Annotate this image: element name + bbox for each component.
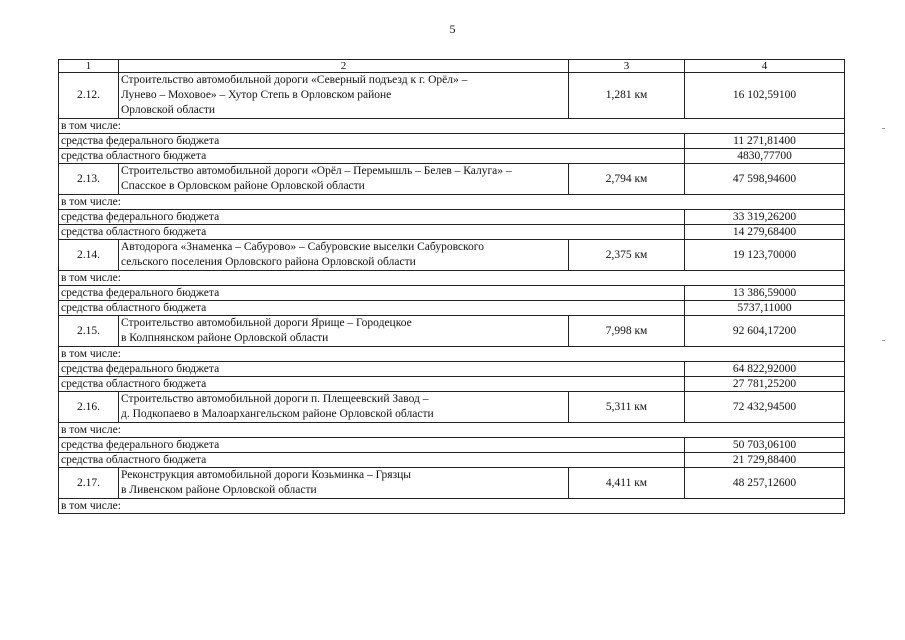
item-name: [119, 316, 569, 347]
table-row-including: [59, 423, 845, 438]
item-total: 92 604,17200: [685, 316, 845, 347]
regional-amount: 21 729,88400: [685, 453, 845, 468]
including-label: в том числе:: [59, 195, 845, 210]
item-total: 16 102,59100: [685, 73, 845, 119]
page-number: 5: [449, 22, 456, 36]
budget-table: [58, 59, 845, 514]
federal-label: средства федерального бюджета: [59, 134, 685, 149]
regional-amount: 27 781,25200: [685, 377, 845, 392]
regional-label: средства областного бюджета: [59, 301, 685, 316]
item-name-line: сельского поселения Орловского района Орловской области: [121, 256, 416, 268]
margin-mark: [882, 128, 885, 129]
item-length: 2,375 км: [569, 240, 685, 271]
federal-amount: 13 386,59000: [685, 286, 845, 301]
item-number: 2.14.: [59, 240, 119, 271]
including-label: в том числе:: [59, 499, 845, 514]
item-number: 2.13.: [59, 164, 119, 195]
federal-label: средства федерального бюджета: [59, 438, 685, 453]
table-row-item: [59, 392, 845, 423]
margin-mark: [882, 340, 885, 341]
regional-amount: 14 279,68400: [685, 225, 845, 240]
item-length: 1,281 км: [569, 73, 685, 119]
item-name: [119, 164, 569, 195]
item-length: 5,311 км: [569, 392, 685, 423]
header-cell-4: 4: [685, 60, 845, 73]
table-header-row: [59, 60, 845, 73]
regional-label: средства областного бюджета: [59, 225, 685, 240]
item-name: [119, 240, 569, 271]
federal-amount: 50 703,06100: [685, 438, 845, 453]
federal-amount: 11 271,81400: [685, 134, 845, 149]
table-row-item: [59, 316, 845, 347]
item-name: [119, 392, 569, 423]
regional-label: средства областного бюджета: [59, 453, 685, 468]
item-total: 72 432,94500: [685, 392, 845, 423]
item-name: [119, 73, 569, 119]
regional-amount: 5737,11000: [685, 301, 845, 316]
item-name-line: Строительство автомобильной дороги «Орёл – Перемышль – Белев – Калуга» –: [121, 165, 512, 177]
federal-label: средства федерального бюджета: [59, 210, 685, 225]
item-name-line: Реконструкция автомобильной дороги Козьминка – Грязцы: [121, 469, 412, 481]
item-number: 2.15.: [59, 316, 119, 347]
table-row-federal: [59, 438, 845, 453]
including-label: в том числе:: [59, 347, 845, 362]
item-total: 19 123,70000: [685, 240, 845, 271]
federal-label: средства федерального бюджета: [59, 362, 685, 377]
including-label: в том числе:: [59, 423, 845, 438]
table-row-regional: [59, 453, 845, 468]
header-cell-2: 2: [119, 60, 569, 73]
item-name-line: в Ливенском районе Орловской области: [121, 484, 317, 496]
item-number: 2.12.: [59, 73, 119, 119]
item-total: 47 598,94600: [685, 164, 845, 195]
including-label: в том числе:: [59, 271, 845, 286]
item-name-line: Спасское в Орловском районе Орловской области: [121, 180, 365, 192]
table-row-item: [59, 164, 845, 195]
table-row-regional: [59, 225, 845, 240]
item-length: 2,794 км: [569, 164, 685, 195]
table-row-including: [59, 347, 845, 362]
item-number: 2.17.: [59, 468, 119, 499]
item-total: 48 257,12600: [685, 468, 845, 499]
regional-label: средства областного бюджета: [59, 377, 685, 392]
item-length: 7,998 км: [569, 316, 685, 347]
federal-amount: 64 822,92000: [685, 362, 845, 377]
table-row-item: [59, 468, 845, 499]
table-row-item: [59, 240, 845, 271]
item-number: 2.16.: [59, 392, 119, 423]
regional-amount: 4830,77700: [685, 149, 845, 164]
table-row-regional: [59, 301, 845, 316]
federal-amount: 33 319,26200: [685, 210, 845, 225]
table-row-regional: [59, 377, 845, 392]
item-name-line: Строительство автомобильной дороги Ярище – Городецкое: [121, 317, 412, 329]
table-row-federal: [59, 362, 845, 377]
item-name-line: д. Подкопаево в Малоархангельском районе Орловской области: [121, 408, 434, 420]
table-row-federal: [59, 134, 845, 149]
table-row-including: [59, 195, 845, 210]
federal-label: средства федерального бюджета: [59, 286, 685, 301]
header-cell-3: 3: [569, 60, 685, 73]
item-name-line: Лунево – Моховое» – Хутор Степь в Орловском районе: [121, 89, 392, 101]
header-cell-1: 1: [59, 60, 119, 73]
table-row-item: [59, 73, 845, 119]
including-label: в том числе:: [59, 119, 845, 134]
table-row-federal: [59, 210, 845, 225]
budget-table-body: [59, 60, 845, 514]
item-length: 4,411 км: [569, 468, 685, 499]
item-name: [119, 468, 569, 499]
table-row-regional: [59, 149, 845, 164]
item-name-line: в Колпнянском районе Орловской области: [121, 332, 329, 344]
table-row-including: [59, 499, 845, 514]
item-name-line: Орловской области: [121, 104, 216, 116]
item-name-line: Строительство автомобильной дороги «Северный подъезд к г. Орёл» –: [121, 74, 468, 86]
table-row-including: [59, 119, 845, 134]
item-name-line: Автодорога «Знаменка – Сабурово» – Сабуровские выселки Сабуровского: [121, 241, 484, 253]
table-row-federal: [59, 286, 845, 301]
table-row-including: [59, 271, 845, 286]
regional-label: средства областного бюджета: [59, 149, 685, 164]
item-name-line: Строительство автомобильной дороги п. Плещеевский Завод –: [121, 393, 429, 405]
